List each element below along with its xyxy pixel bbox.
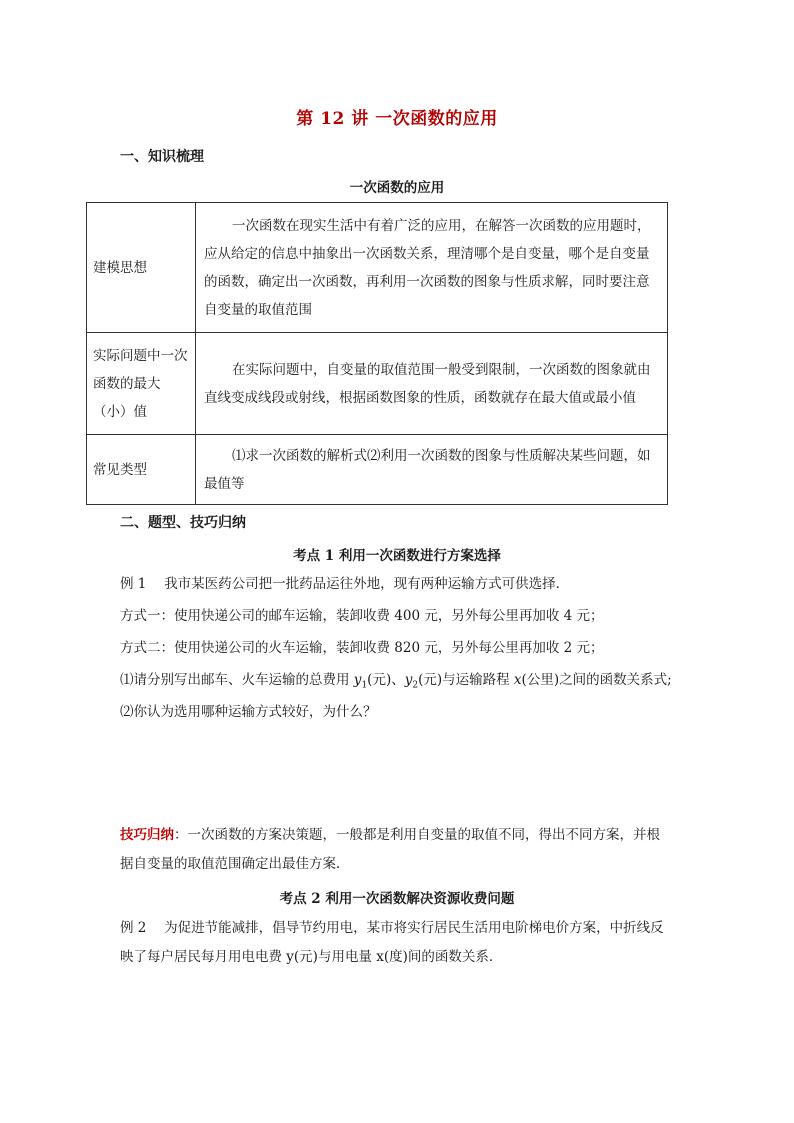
section-heading-knowledge: 一、知识梳理 <box>120 149 204 165</box>
example2-text: 例 2 为促进节能减排，倡导节约用电，某市将实行居民生活用电阶梯电价方案，中折线反映了每户居民每月用电电费 y(元)与用电量 x(度)间的函数关系． <box>120 920 664 965</box>
q1-text-d: (公里)之间的函数关系式; <box>521 672 672 688</box>
example1-question2: ⑵你认为选用哪种运输方式较好，为什么？ <box>120 704 377 720</box>
row-content: ⑴求一次函数的解析式⑵利用一次函数的图象与性质解决某些问题，如最值等 <box>196 435 668 505</box>
row-label: 建模思想 <box>87 203 196 333</box>
var-y1-sub: 1 <box>361 680 368 691</box>
example1-intro: 例 1 我市某医药公司把一批药品运往外地，现有两种运输方式可供选择． <box>120 576 570 592</box>
kaodian2-title: 考点 2 利用一次函数解决资源收费问题 <box>279 891 515 907</box>
example1-method2: 方式二：使用快递公司的火车运输，装卸收费 820 元，另外每公里再加收 2 元； <box>120 640 604 656</box>
var-x: x <box>513 672 522 688</box>
q1-text-c: (元)与运输路程 <box>418 672 514 688</box>
row-label: 常见类型 <box>87 435 196 505</box>
table-row <box>87 333 668 435</box>
row-content: 在实际问题中，自变量的取值范围一般受到限制，一次函数的图象就由直线变成线段或射线，根据函数图象的性质，函数就存在最大值或最小值 <box>196 333 668 435</box>
section-heading-types: 二、题型、技巧归纳 <box>120 515 246 531</box>
example1-question1 <box>120 670 672 696</box>
row-label: 实际问题中一次函数的最大（小）值 <box>87 333 196 435</box>
q1-text-a: ⑴请分别写出邮车、火车运输的总费用 <box>120 672 354 688</box>
table-caption: 一次函数的应用 <box>349 180 445 196</box>
var-y1: y <box>353 672 362 688</box>
knowledge-table <box>86 202 668 505</box>
example1-method1: 方式一：使用快递公司的邮车运输，装卸收费 400 元，另外每公里再加收 4 元； <box>120 608 604 624</box>
tip-label: 技巧归纳 <box>120 827 174 843</box>
page-title: 第 12 讲 一次函数的应用 <box>296 109 498 129</box>
table-row <box>87 203 668 333</box>
row-content: 一次函数在现实生活中有着广泛的应用，在解答一次函数的应用题时，应从给定的信息中抽象出一次函数关系，理清哪个是自变量，哪个是自变量的函数，确定出一次函数，再利用一次函数的图象与性质求解，同时要注意自变量的取值范围 <box>196 203 668 333</box>
tip-paragraph <box>120 821 670 879</box>
tip-text: ：一次函数的方案决策题，一般都是利用自变量的取值不同，得出不同方案，并根据自变量的取值范围确定出最佳方案． <box>120 827 660 872</box>
q1-text-b: (元)、 <box>367 672 405 688</box>
var-y2: y <box>404 672 413 688</box>
kaodian1-title: 考点 1 利用一次函数进行方案选择 <box>293 548 501 564</box>
table-row <box>87 435 668 505</box>
var-y2-sub: 2 <box>412 680 419 691</box>
